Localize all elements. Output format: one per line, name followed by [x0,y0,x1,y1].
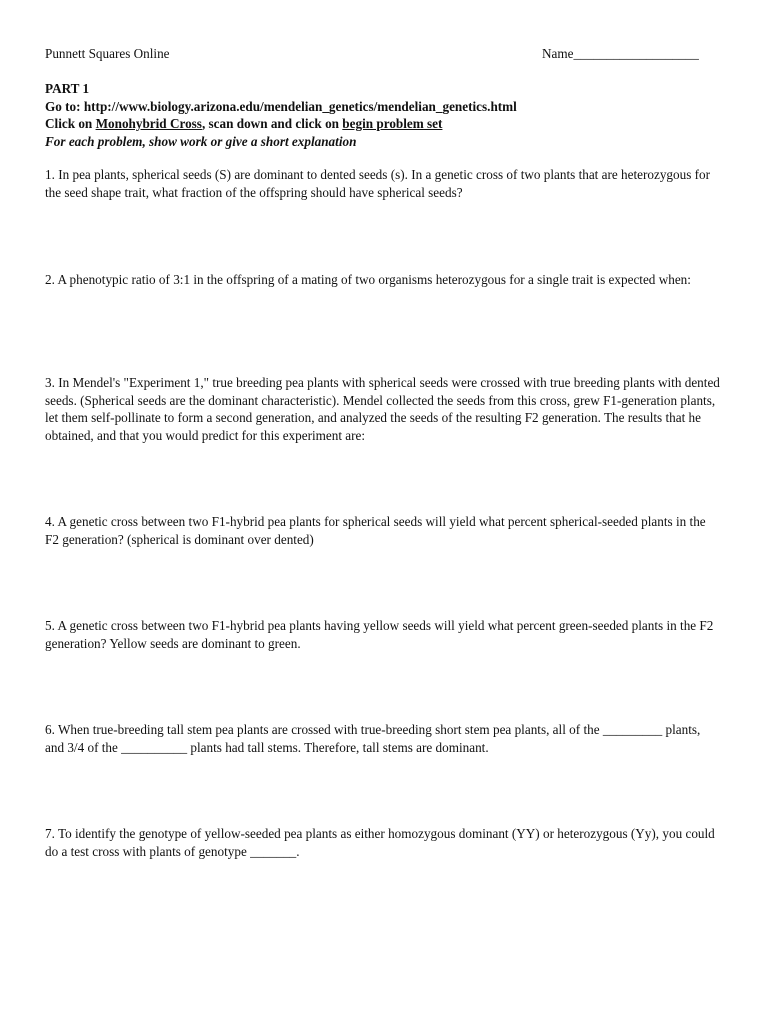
instructions-line: For each problem, show work or give a short explanation [45,133,357,149]
goto-url: http://www.biology.arizona.edu/mendelian_genetics/mendelian_genetics.html [83,98,517,114]
name-field [542,45,699,63]
worksheet-page [45,0,725,1024]
question-2: 2. A phenotypic ratio of 3:1 in the offspring of a mating of two organisms heterozygous for a single trait is expected when: [45,272,691,287]
click-prefix: Click on [45,116,96,131]
name-label: Name [542,46,574,61]
worksheet-title: Punnett Squares Online [45,46,170,61]
begin-problem-set-link[interactable]: begin problem set [342,116,443,131]
goto-prefix: Go to: [45,98,84,114]
question-3: 3. In Mendel's "Experiment 1," true breeding pea plants with spherical seeds were crossed with true breeding plants with dented seeds. (Spherical seeds are the dominant characteristic). Mendel collected the seeds from this cross, grew F1-generation plants, let them self-pollinate to form a second generation, and analyzed the seeds of the resulting F2 generation. The results that he obtained, and that you would predict for this experiment are: [45,375,720,443]
click-middle: , scan down and click on [201,116,343,131]
part-1-instructions [45,80,725,150]
name-blank: ___________________ [573,46,699,61]
question-7: 7. To identify the genotype of yellow-seeded pea plants as either homozygous dominant (YY) or heterozygous (Yy), you could do a test cross with plants of genotype _______. [45,826,715,859]
question-1: 1. In pea plants, spherical seeds (S) are dominant to dented seeds (s). In a genetic cross of two plants that are heterozygous for the seed shape trait, what fraction of the offspring should have spherical seeds? [45,167,711,200]
click-line [45,115,725,133]
question-5: 5. A genetic cross between two F1-hybrid pea plants having yellow seeds will yield what percent green-seeded plants in the F2 generation? Yellow seeds are dominant to green. [45,618,714,651]
question-4: 4. A genetic cross between two F1-hybrid pea plants for spherical seeds will yield what percent spherical-seeded plants in the F2 generation? (spherical is dominant over dented) [45,514,706,547]
part-heading: PART 1 [45,81,90,96]
question-6: 6. When true-breeding tall stem pea plants are crossed with true-breeding short stem pea plants, all of the _________ plants, and 3/4 of the __________ plants had tall stems. Therefore, tall stems are dominant. [45,722,701,755]
monohybrid-cross-link[interactable]: Monohybrid Cross [95,116,202,131]
goto-line [45,98,725,116]
